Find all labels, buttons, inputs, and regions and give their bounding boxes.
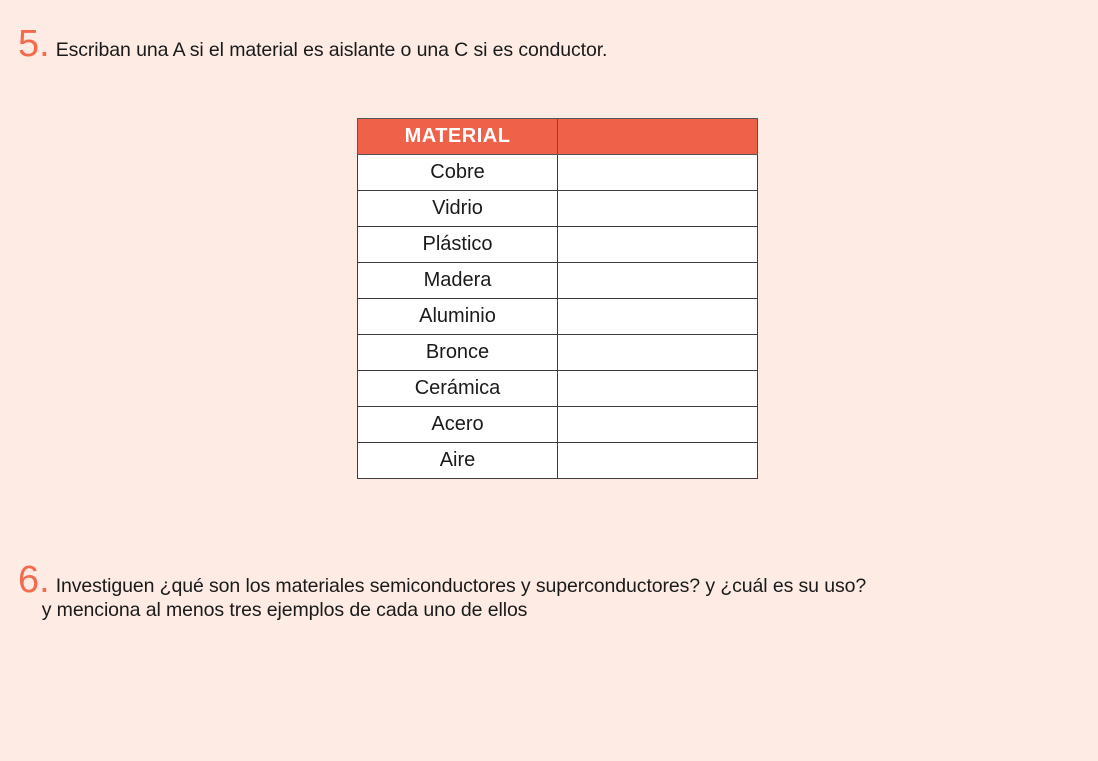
- header-answer: [558, 119, 758, 155]
- material-cell: Bronce: [358, 335, 558, 371]
- table-row: [358, 227, 758, 263]
- material-cell: Acero: [358, 407, 558, 443]
- material-cell: Vidrio: [358, 191, 558, 227]
- table-row: [358, 443, 758, 479]
- table-row: [358, 191, 758, 227]
- material-cell: Aluminio: [358, 299, 558, 335]
- table-header-row: [358, 119, 758, 155]
- answer-cell[interactable]: [558, 335, 758, 371]
- answer-cell[interactable]: [558, 443, 758, 479]
- material-cell: Plástico: [358, 227, 558, 263]
- material-cell: Cobre: [358, 155, 558, 191]
- question-6: [18, 561, 866, 623]
- question-5-number: 5.: [18, 23, 50, 65]
- question-6-line-1: Investiguen ¿qué son los materiales semiconductores y superconductores? y ¿cuál es su uso?: [55, 575, 867, 597]
- answer-cell[interactable]: [558, 299, 758, 335]
- answer-cell[interactable]: [558, 227, 758, 263]
- answer-cell[interactable]: [558, 407, 758, 443]
- table-row: [358, 407, 758, 443]
- question-6-number: 6.: [18, 559, 50, 601]
- table-row: [358, 155, 758, 191]
- table-row: [358, 299, 758, 335]
- question-5: [18, 25, 607, 63]
- material-cell: Aire: [358, 443, 558, 479]
- table-row: [358, 335, 758, 371]
- table-row: [358, 263, 758, 299]
- materials-table: [357, 118, 758, 479]
- answer-cell[interactable]: [558, 155, 758, 191]
- question-6-text: [41, 574, 867, 623]
- material-cell: Madera: [358, 263, 558, 299]
- header-material: MATERIAL: [358, 119, 558, 155]
- answer-cell[interactable]: [558, 191, 758, 227]
- answer-cell[interactable]: [558, 263, 758, 299]
- table-row: [358, 371, 758, 407]
- question-5-text: Escriban una A si el material es aislante o una C si es conductor.: [55, 39, 608, 61]
- material-cell: Cerámica: [358, 371, 558, 407]
- answer-cell[interactable]: [558, 371, 758, 407]
- question-6-line-2: y menciona al menos tres ejemplos de cada uno de ellos: [41, 599, 528, 622]
